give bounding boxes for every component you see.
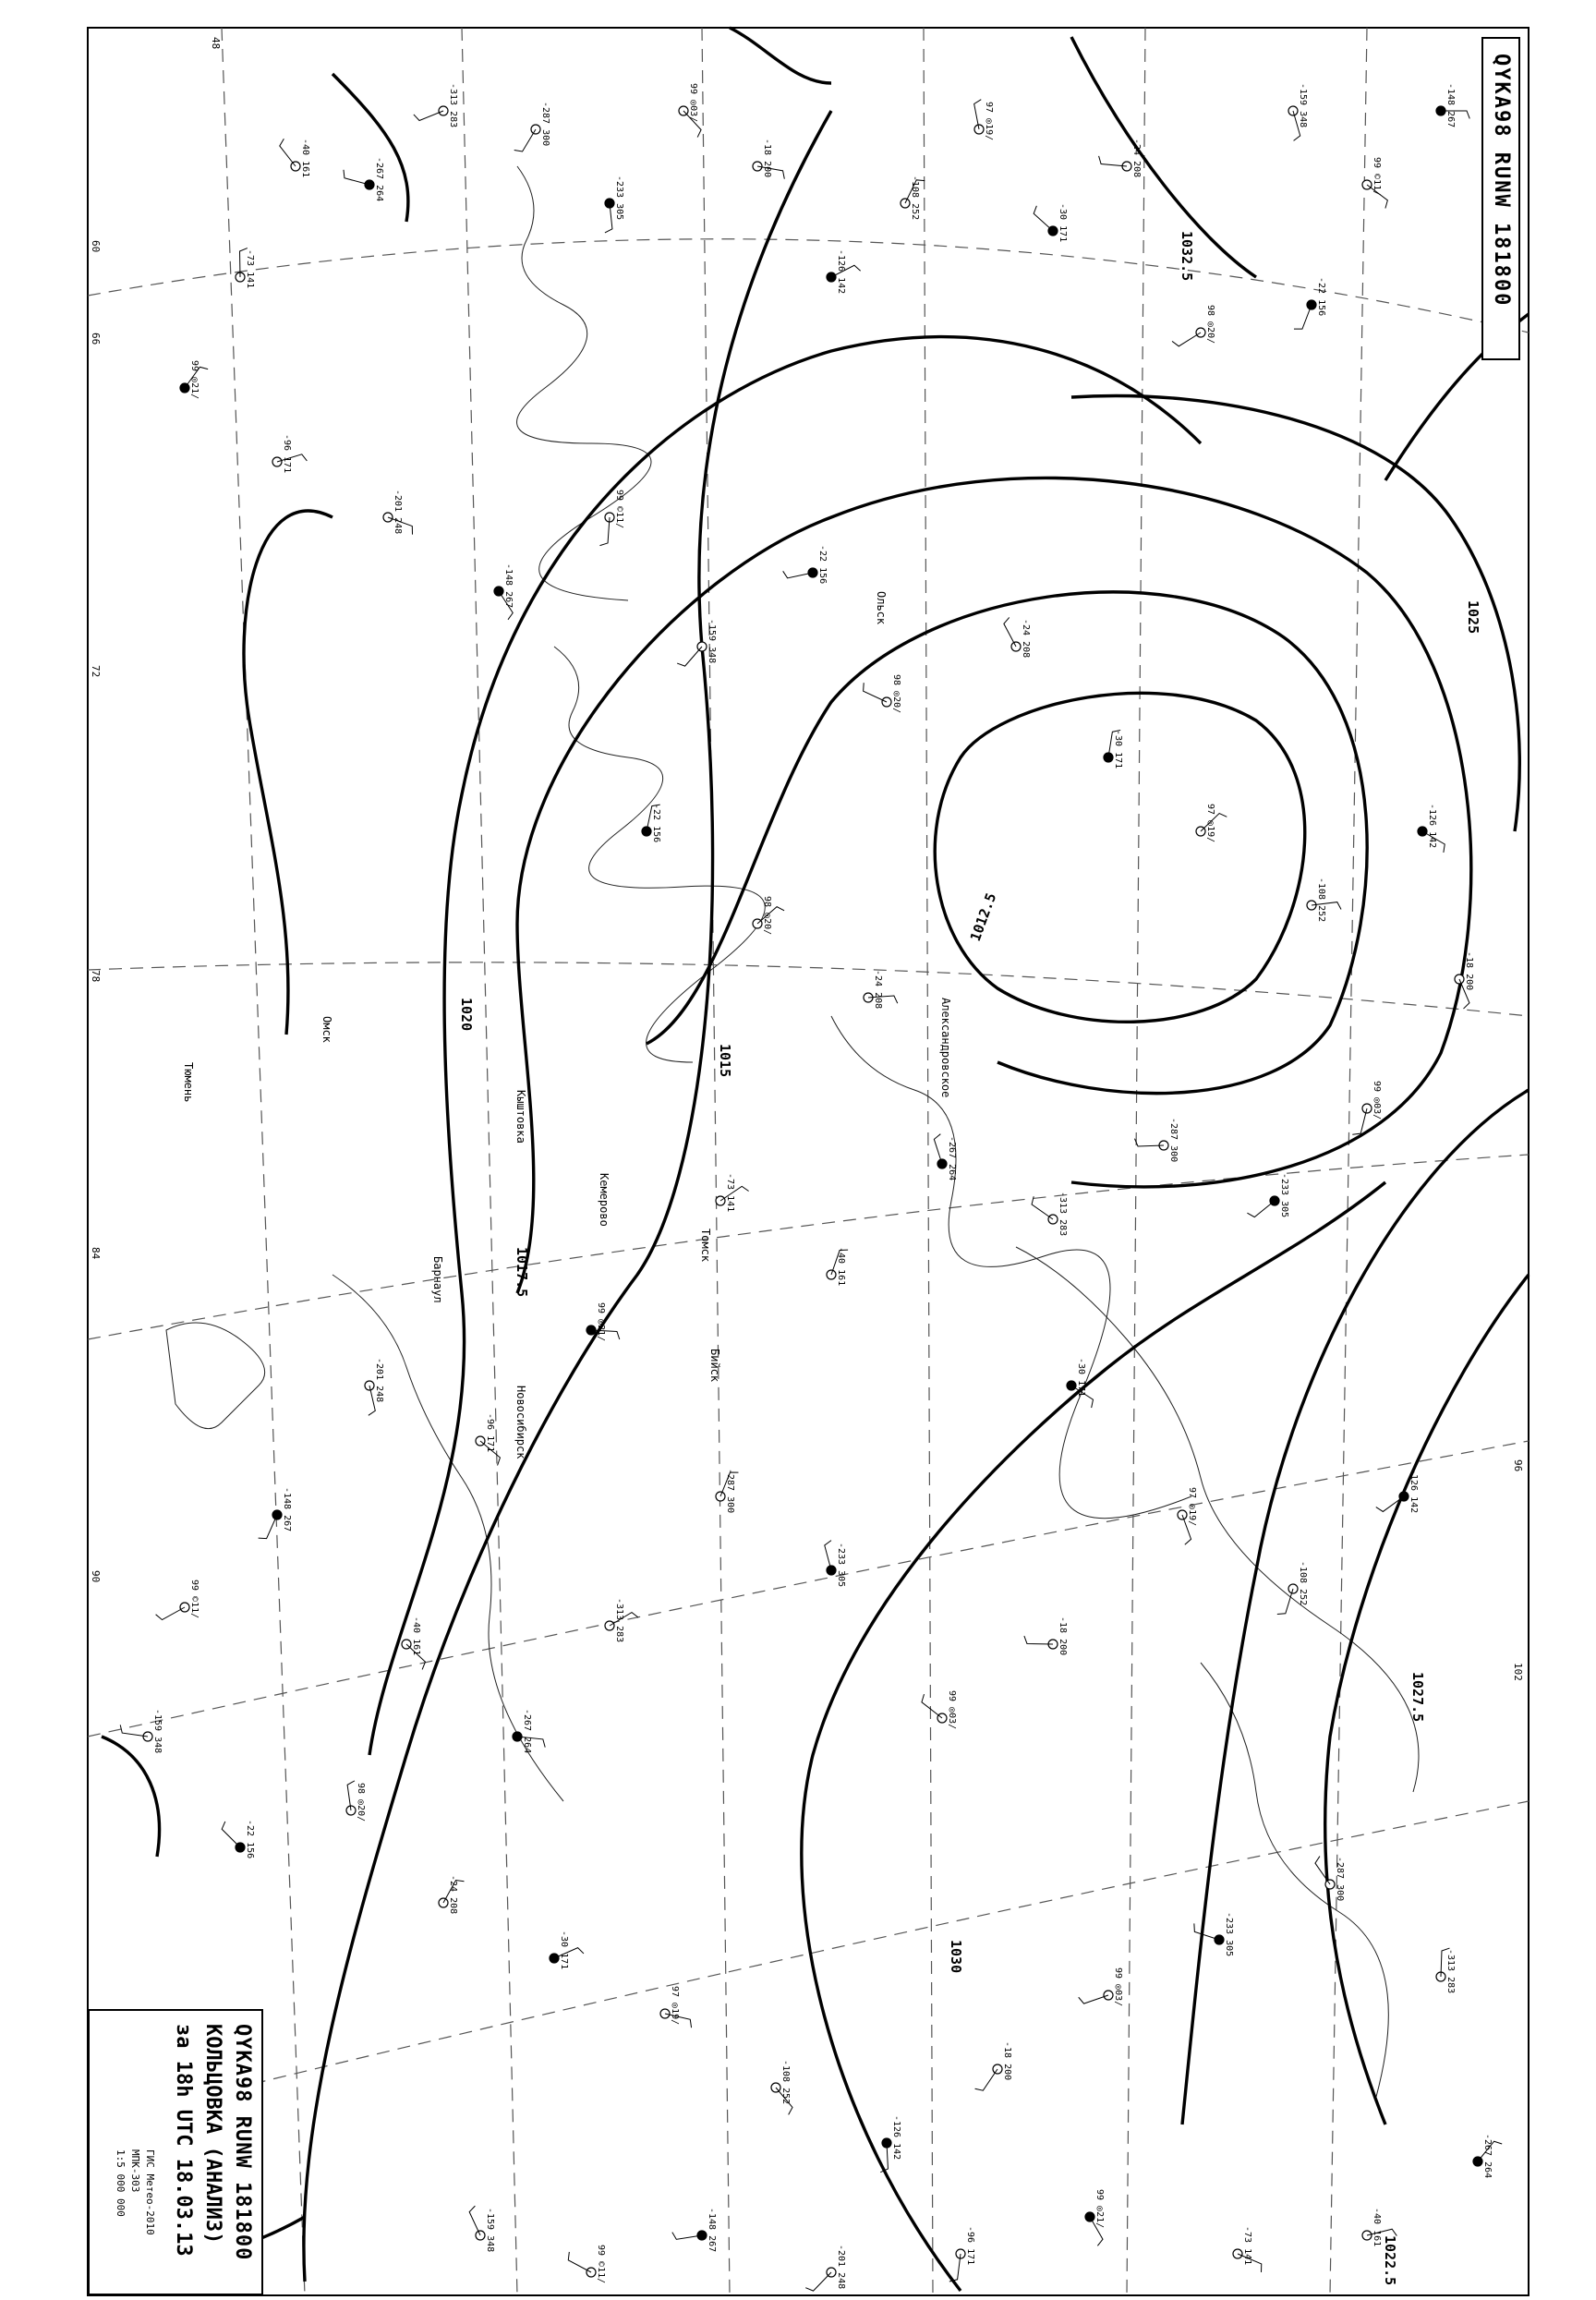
parallel-line <box>88 1441 1529 1737</box>
station-code: 97 ◎19/ <box>1205 804 1215 843</box>
station-code: -201 248 <box>374 1358 384 1403</box>
station-code: 97 ◎19/ <box>1187 1487 1197 1527</box>
isobar-label-group <box>458 231 1481 2285</box>
graticule-label: 84 <box>90 1247 102 1260</box>
isobar-1015 <box>647 592 1367 1094</box>
station-plot <box>1034 203 1068 242</box>
station-plot <box>1099 139 1142 177</box>
station-plot <box>514 102 550 151</box>
station-code: -22 156 <box>1316 277 1326 317</box>
station-code: 99 ◎21/ <box>189 360 200 400</box>
isobar-1017.5 <box>517 478 1471 1293</box>
station-code: -30 171 <box>1113 730 1123 769</box>
isobar-label: 1032.5 <box>1179 231 1195 282</box>
station-code: -313 283 <box>1445 1949 1456 1994</box>
place-name: Новосибирск <box>514 1386 527 1459</box>
station-plot <box>236 248 255 289</box>
isobar-label: 1030 <box>948 1940 964 1974</box>
station-plot <box>1233 2226 1262 2272</box>
station-code: -267 264 <box>374 157 384 202</box>
station-plot <box>1473 2134 1502 2178</box>
graticule-label: 90 <box>90 1570 102 1583</box>
station-code: 98 ◎20/ <box>762 896 772 936</box>
station-plot <box>825 1541 846 1588</box>
station-code: -108 252 <box>1298 1561 1308 1606</box>
station-plot <box>880 2115 901 2173</box>
station-code: 99 ◎03/ <box>1113 1967 1123 2007</box>
station-plot <box>383 490 413 535</box>
station-plot <box>156 1580 200 1620</box>
station-plot <box>864 674 901 713</box>
graticule <box>88 28 1529 2295</box>
parallel-line <box>88 239 1529 333</box>
station-code: -233 305 <box>1224 1912 1234 1957</box>
station-code: -73 141 <box>1242 2226 1252 2266</box>
station-plot <box>513 1709 545 1753</box>
station-code: 99 ◎03/ <box>947 1690 957 1730</box>
place-name: Кемерово <box>598 1173 611 1227</box>
station-code: -233 305 <box>1279 1173 1289 1218</box>
station-code: 97 ◎19/ <box>670 1986 680 2026</box>
station-plot <box>1178 1487 1197 1544</box>
graticule-label: 48 <box>210 37 222 50</box>
station-plot <box>1196 804 1227 842</box>
station-plot <box>827 249 861 294</box>
parallel-line <box>88 1801 1529 2124</box>
station-plot <box>975 2041 1012 2090</box>
station-code: -126 142 <box>891 2115 901 2161</box>
station-code: -30 171 <box>1076 1358 1086 1398</box>
station-plot <box>280 139 310 177</box>
station-code: -30 171 <box>559 1931 569 1970</box>
station-plot <box>901 176 925 220</box>
station-code: -159 348 <box>1298 83 1308 128</box>
isobar-1022.5-e <box>1071 396 1519 831</box>
station-code: -126 142 <box>1409 1469 1419 1514</box>
station-code: -233 305 <box>614 176 624 221</box>
graticule-label: 66 <box>90 333 102 345</box>
station-plot <box>1307 878 1341 922</box>
station-plot <box>568 2245 606 2283</box>
legend-software: ГИС Метео-2010 <box>144 2149 156 2235</box>
station-code: -73 141 <box>245 249 255 289</box>
legend-station-name: КОЛЬЦОВКА (АНАЛИЗ) <box>201 2024 224 2245</box>
isobar-1017.5-sw <box>102 1737 160 1857</box>
station-plot <box>1085 2189 1105 2246</box>
station-plot <box>1104 730 1123 769</box>
station-code: -40 161 <box>411 1616 421 1656</box>
station-code: -287 300 <box>725 1469 735 1514</box>
station-plot <box>677 619 717 666</box>
station-plot <box>771 2060 792 2114</box>
station-code: -148 267 <box>503 563 514 609</box>
station-code: -287 300 <box>1168 1118 1179 1163</box>
station-plot <box>753 139 784 179</box>
station-code: -313 283 <box>448 83 458 128</box>
station-code: -22 156 <box>245 1820 255 1859</box>
wind-barb <box>1079 1995 1108 2003</box>
station-code: -313 283 <box>614 1598 624 1643</box>
station-plot <box>346 1781 366 1822</box>
graticule-label-group <box>90 37 1524 1681</box>
coastline <box>554 647 765 1062</box>
meridian-line <box>1127 28 1145 2295</box>
station-plot <box>1436 1948 1456 1993</box>
station-code: 99 ©11/ <box>596 2245 606 2284</box>
graticule-label: 72 <box>90 665 102 678</box>
station-code: -22 156 <box>817 545 828 585</box>
station-code: -18 200 <box>1002 2041 1012 2081</box>
isobar-1027.5 <box>1182 1090 1529 2124</box>
station-code: -18 200 <box>762 139 772 178</box>
station-plot <box>642 804 661 842</box>
place-name: Омск <box>320 1016 333 1043</box>
station-plot <box>1247 1173 1289 1217</box>
legend-scale: 1:5 000 000 <box>115 2149 127 2217</box>
station-code: 98 ◎20/ <box>356 1783 366 1822</box>
wind-barb <box>469 2206 480 2235</box>
station-code: 99 ©11/ <box>189 1580 200 1619</box>
meridian-line <box>222 28 305 2295</box>
station-plot <box>805 2245 846 2291</box>
station-plot <box>1288 83 1308 140</box>
station-code: -108 252 <box>910 176 920 221</box>
wind-barb <box>1004 617 1016 647</box>
station-plot <box>605 176 624 233</box>
station-plot <box>1134 1118 1179 1162</box>
wind-barb <box>825 1541 831 1570</box>
station-plot <box>783 545 828 584</box>
station-code: -267 264 <box>947 1136 957 1181</box>
station-code: -159 348 <box>152 1709 163 1754</box>
coastline <box>166 1323 265 1429</box>
station-plot <box>120 1709 163 1753</box>
parallel-line <box>88 962 1529 1016</box>
station-plot <box>949 2226 975 2282</box>
header-stamp-title: QYKA98 RUNW 181800 <box>1490 54 1513 308</box>
station-plot <box>864 970 898 1009</box>
station-code: 99 ◎03/ <box>688 83 698 123</box>
graticule-label: 102 <box>1512 1663 1524 1681</box>
station-plot <box>439 1875 464 1914</box>
station-plot <box>550 1931 584 1969</box>
station-code: -313 283 <box>1058 1192 1068 1237</box>
station-plot <box>1004 617 1031 658</box>
station-code: -96 171 <box>485 1413 495 1453</box>
parallel-line <box>88 1155 1529 1342</box>
station-code: -96 171 <box>282 434 292 474</box>
isobar-1017.5-n <box>332 74 408 222</box>
isobar-label: 1022.5 <box>1382 2235 1398 2286</box>
station-code: -22 156 <box>651 804 661 843</box>
wind-barb <box>934 1134 942 1164</box>
station-plot <box>679 83 701 138</box>
station-plot <box>469 2206 495 2252</box>
graticule-label: 78 <box>90 970 102 983</box>
station-plot <box>922 1690 957 1729</box>
station-code: -18 200 <box>1464 951 1474 991</box>
station-code: 99 ©11/ <box>614 490 624 529</box>
place-name: Ольск <box>875 591 888 625</box>
station-code: -40 161 <box>1372 2208 1382 2247</box>
isobar-label: 1012.5 <box>966 890 1000 944</box>
isobar-1030 <box>802 1182 1385 2291</box>
station-plot <box>1418 804 1445 853</box>
station-code: 97 ◎19/ <box>984 102 994 141</box>
legend-projection: МПК-303 <box>129 2149 141 2193</box>
station-code: -96 171 <box>965 2226 975 2266</box>
isobar-1015-n <box>730 28 831 83</box>
map-legend-box <box>88 2009 263 2295</box>
station-code: -159 348 <box>707 619 717 664</box>
station-plot <box>1277 1561 1308 1614</box>
place-name: Кыштовка <box>514 1090 527 1144</box>
station-plot <box>672 2208 717 2252</box>
river <box>1016 1247 1419 1792</box>
station-code: -201 248 <box>393 490 403 535</box>
station-plot <box>344 157 384 201</box>
station-plot <box>272 434 307 473</box>
isobar-label: 1025 <box>1465 600 1481 635</box>
graticule-label: 60 <box>90 240 102 253</box>
station-code: -126 142 <box>1427 804 1437 849</box>
map-frame <box>88 28 1529 2295</box>
station-code: -30 171 <box>1058 203 1068 243</box>
station-code: 98 ◎20/ <box>891 674 901 714</box>
station-plot <box>974 100 994 140</box>
legend-time: за 18h UTC 18.03.13 <box>172 2024 195 2257</box>
meridian-line <box>924 28 933 2295</box>
station-plot <box>1024 1616 1068 1655</box>
place-name: Бийск <box>708 1349 721 1383</box>
station-code: 98 ◎20/ <box>1205 305 1215 345</box>
station-plot <box>1079 1967 1123 2006</box>
station-code: -24 208 <box>1021 619 1031 659</box>
station-plot <box>716 1173 749 1212</box>
station-code: -287 300 <box>540 102 550 147</box>
station-code: 99 ◎21/ <box>1094 2189 1105 2229</box>
place-name: Томск <box>699 1229 712 1263</box>
station-code: 99 ◎03/ <box>1372 1081 1382 1120</box>
coastline <box>517 166 651 600</box>
isobar-label: 1015 <box>717 1044 733 1078</box>
place-name: Александровское <box>939 998 952 1098</box>
station-code: -24 208 <box>448 1875 458 1915</box>
station-code: -287 300 <box>1335 1857 1345 1902</box>
isobar-label: 1017.5 <box>514 1247 530 1298</box>
station-code: -40 161 <box>836 1247 846 1287</box>
station-plot <box>222 1820 255 1858</box>
graticule-label: 96 <box>1512 1459 1524 1472</box>
station-code: -233 305 <box>836 1543 846 1588</box>
station-code: -126 142 <box>836 249 846 295</box>
station-code: 99 ◎21/ <box>596 1302 606 1342</box>
wind-barb <box>1134 1139 1164 1146</box>
station-code: -108 252 <box>1316 878 1326 923</box>
station-code: -267 264 <box>522 1709 532 1754</box>
station-plot <box>1362 157 1387 209</box>
station-plot <box>605 1598 638 1642</box>
station-code: -108 252 <box>780 2060 791 2105</box>
station-plot <box>827 1247 848 1286</box>
station-plot <box>1172 305 1215 346</box>
isobar-1020 <box>369 337 1201 1755</box>
station-plot <box>1315 1857 1345 1902</box>
station-plot <box>934 1134 957 1180</box>
isobar-label: 1027.5 <box>1409 1672 1426 1723</box>
station-code: 99 ©11/ <box>1372 157 1382 197</box>
station-code: -148 267 <box>1445 83 1456 128</box>
station-plot <box>365 1358 384 1415</box>
station-plot <box>660 1986 692 2028</box>
isobar-label: 1020 <box>458 998 475 1032</box>
meridian-line <box>462 28 517 2295</box>
station-code: -73 141 <box>725 1173 735 1213</box>
station-code: -201 248 <box>836 2245 846 2290</box>
station-code: -18 200 <box>1058 1616 1068 1656</box>
header-stamp <box>1481 37 1520 360</box>
station-plot <box>753 896 784 935</box>
station-plot <box>1436 83 1469 127</box>
station-code: -40 161 <box>300 139 310 178</box>
station-code: -24 208 <box>873 970 883 1010</box>
station-code: -267 264 <box>1482 2134 1493 2179</box>
place-name: Тюмень <box>182 1062 195 1103</box>
station-code: -159 348 <box>485 2208 495 2253</box>
wind-barb <box>414 111 443 120</box>
isobar-1020-w <box>244 511 332 1035</box>
station-plot <box>180 360 208 399</box>
place-name: Барнаул <box>431 1256 444 1303</box>
station-code: -148 267 <box>707 2208 717 2253</box>
station-code: -148 267 <box>282 1487 292 1532</box>
station-code: -24 208 <box>1131 139 1142 178</box>
station-plot <box>494 563 514 620</box>
legend-title: QYKA98 RUNW 181800 <box>231 2024 254 2261</box>
isobars <box>102 28 1529 2291</box>
station-plot <box>1294 277 1326 329</box>
station-plot <box>414 83 458 127</box>
